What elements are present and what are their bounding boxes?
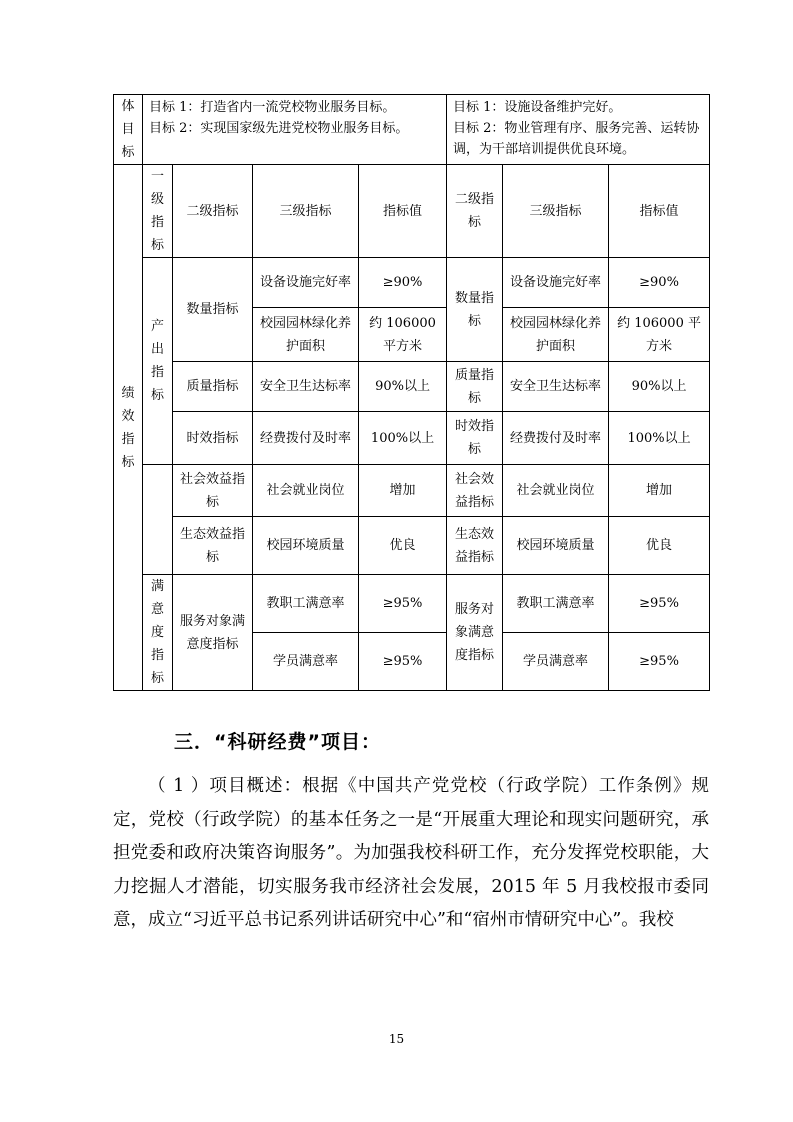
- eco-l3-right: 校园环境质量: [503, 517, 609, 575]
- eco-val: 优良: [359, 517, 447, 575]
- quality-l3-right: 安全卫生达标率: [503, 362, 609, 412]
- equip-l3: 设备设施完好率: [253, 258, 359, 308]
- garden-l3-right: 校园园林绿化养护面积: [503, 308, 609, 362]
- social-l2-right: 社会效益指标: [447, 465, 503, 517]
- equip-l3-right: 设备设施完好率: [503, 258, 609, 308]
- eco-l2-right: 生态效益指标: [447, 517, 503, 575]
- satis-l2-right: 服务对象满意度指标: [447, 575, 503, 691]
- hdr-level2: 二级指标: [173, 165, 253, 258]
- performance-table: [113, 94, 710, 691]
- body-paragraph: （ 1 ）项目概述：根据《中国共产党党校（行政学院）工作条例》规定，党校（行政学院）的基本任务之一是“开展重大理论和现实问题研究，承担党委和政府决策咨询服务”。为加强我校科研工作，充分发挥党校职能，大力挖掘人才潜能，切实服务我市经济社会发展，2015 年 5 月我校报市委同意，成立“习近平总书记系列讲话研究中心”和“宿州市情研究中心”。我校: [113, 776, 709, 930]
- student-l3-right: 学员满意率: [503, 633, 609, 691]
- goal-left: [143, 95, 447, 165]
- goal-right-1: 目标 1：设施设备维护完好。: [453, 100, 622, 115]
- eco-l2: 生态效益指标: [173, 517, 253, 575]
- timely-val: 100%以上: [359, 412, 447, 465]
- hdr-value: 指标值: [359, 165, 447, 258]
- quality-val-right: 90%以上: [609, 362, 710, 412]
- social-val-right: 增加: [609, 465, 710, 517]
- garden-l3: 校园园林绿化养护面积: [253, 308, 359, 362]
- quality-l2-right: 质量指标: [447, 362, 503, 412]
- quantity-l2: 数量指标: [173, 258, 253, 362]
- page-number: 15: [388, 1032, 405, 1046]
- hdr-value-right: 指标值: [609, 165, 710, 258]
- goal-left-2: 目标 2：实现国家级先进党校物业服务目标。: [149, 121, 409, 136]
- timely-l3: 经费拨付及时率: [253, 412, 359, 465]
- staff-val: ≥95%: [359, 575, 447, 633]
- student-val: ≥95%: [359, 633, 447, 691]
- timely-l3-right: 经费拨付及时率: [503, 412, 609, 465]
- equip-val-right: ≥90%: [609, 258, 710, 308]
- goal-right: [447, 95, 710, 165]
- quality-val: 90%以上: [359, 362, 447, 412]
- hdr-level3: 三级指标: [253, 165, 359, 258]
- staff-l3-right: 教职工满意率: [503, 575, 609, 633]
- timely-val-right: 100%以上: [609, 412, 710, 465]
- social-l3: 社会就业岗位: [253, 465, 359, 517]
- perf-label: 绩 效 指 标: [114, 165, 143, 691]
- hdr-level1: 一 级 指 标: [143, 165, 173, 258]
- social-l3-right: 社会就业岗位: [503, 465, 609, 517]
- satis-l2: 服务对象满意度指标: [173, 575, 253, 691]
- benefit-level1-empty: [143, 465, 173, 575]
- timely-l2-right: 时效指标: [447, 412, 503, 465]
- hdr-level2-right: 二级指标: [447, 165, 503, 258]
- section-title: 三．“科研经费”项目：: [174, 731, 381, 753]
- student-l3: 学员满意率: [253, 633, 359, 691]
- goal-right-2: 目标 2：物业管理有序、服务完善、运转协调，为干部培训提供优良环境。: [453, 121, 700, 157]
- eco-val-right: 优良: [609, 517, 710, 575]
- garden-val: 约 106000 平方米: [359, 308, 447, 362]
- timely-l2: 时效指标: [173, 412, 253, 465]
- staff-val-right: ≥95%: [609, 575, 710, 633]
- quality-l2: 质量指标: [173, 362, 253, 412]
- satis-label: 满 意 度 指 标: [143, 575, 173, 691]
- goal-left-1: 目标 1：打造省内一流党校物业服务目标。: [149, 100, 396, 115]
- quantity-l2-right: 数量指标: [447, 258, 503, 362]
- student-val-right: ≥95%: [609, 633, 710, 691]
- staff-l3: 教职工满意率: [253, 575, 359, 633]
- equip-val: ≥90%: [359, 258, 447, 308]
- output-label: 产 出 指 标: [143, 258, 173, 465]
- hdr-level3-right: 三级指标: [503, 165, 609, 258]
- eco-l3: 校园环境质量: [253, 517, 359, 575]
- garden-val-right: 约 106000 平方米: [609, 308, 710, 362]
- quality-l3: 安全卫生达标率: [253, 362, 359, 412]
- social-val: 增加: [359, 465, 447, 517]
- social-l2: 社会效益指标: [173, 465, 253, 517]
- goal-label: 体 目 标: [114, 95, 143, 165]
